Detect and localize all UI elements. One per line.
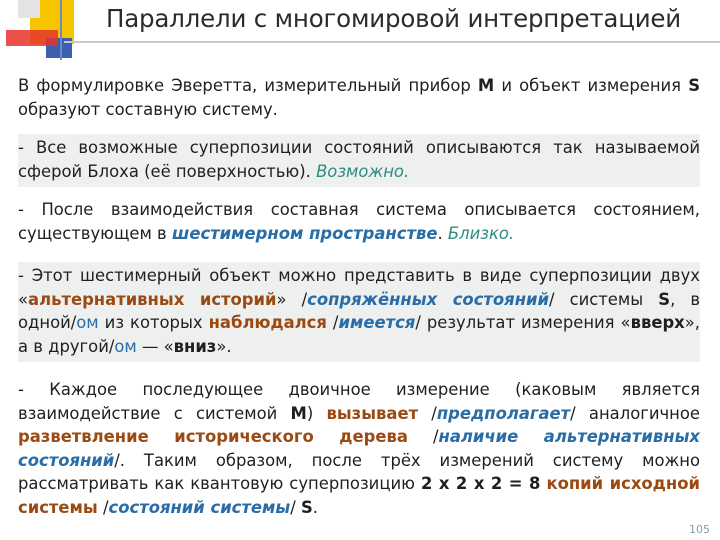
highlight-six-dim-space: шестимерном пространстве: [171, 223, 438, 243]
highlight-copies: копий исходной системы: [18, 474, 700, 517]
text: — «: [136, 336, 174, 356]
text: и объект измерения: [494, 76, 689, 95]
text: из которых: [98, 313, 209, 332]
text: ): [306, 403, 327, 423]
text: / системы: [548, 289, 659, 309]
text: - Этот шестимерный объект можно представить в виде суперпозиции двух «: [18, 266, 700, 309]
bold-S: S: [688, 76, 700, 95]
text: .: [312, 497, 318, 517]
page-number: 105: [689, 523, 710, 536]
bold-S: S: [658, 289, 671, 309]
highlight-alt-histories: альтернативных историй: [28, 289, 277, 309]
gray-block: [18, 0, 40, 18]
bold-formula: 2 x 2 x 2 = 8: [420, 474, 541, 493]
highlight-branching-tree: разветвление исторического дерева: [18, 427, 408, 446]
bold-S: S: [300, 497, 313, 517]
highlight-presupposes: предполагает: [436, 403, 571, 423]
highlight-observed: наблюдался: [208, 313, 327, 332]
paragraph-3: [18, 198, 700, 245]
text: / результат измерения «: [415, 313, 631, 332]
text: /: [290, 497, 301, 517]
text: - После взаимодействия составная система описывается состоянием, существующем в: [18, 200, 700, 243]
slide-title: Параллели с многомировой интерпретацией: [106, 4, 682, 33]
highlight-system-states: состояний системы: [108, 497, 291, 517]
text: /: [97, 497, 109, 517]
paragraph-5: [18, 378, 700, 519]
paragraph-2: [18, 134, 700, 187]
text: - Каждое последующее двоичное измерение (каковым является взаимодействие с системой: [18, 380, 700, 423]
highlight-alt-states: наличие альтернативных состояний: [18, 427, 701, 470]
highlight-causes: вызывает: [326, 403, 419, 423]
text: .: [437, 223, 448, 243]
red-block: [6, 30, 58, 46]
text: , в одной/: [18, 289, 700, 332]
text: » /: [276, 289, 308, 309]
suffix-om: ом: [114, 336, 137, 356]
text: », а в другой/: [18, 313, 700, 356]
bold-M: M: [477, 76, 495, 95]
highlight-exists: имеется: [338, 313, 416, 332]
text: В формулировке Эверетта, измерительный прибор: [18, 76, 478, 95]
text: /: [418, 403, 437, 423]
paragraph-1: [18, 74, 700, 121]
bold-up: вверх: [630, 313, 685, 332]
text: ».: [216, 336, 232, 356]
paragraph-4: [18, 262, 700, 362]
text: / аналогичное: [570, 403, 700, 423]
blue-vertical-line: [60, 0, 62, 60]
bold-M: M: [290, 403, 307, 423]
bold-down: вниз: [173, 336, 217, 356]
suffix-om: ом: [76, 313, 99, 332]
text: образуют составную систему.: [18, 99, 278, 119]
verdict-possible: Возможно.: [316, 161, 410, 181]
text: /: [326, 313, 339, 332]
text: /. Таким образом, после трёх измерений систему можно рассматривать как квантовую суперпозицию: [18, 450, 700, 493]
verdict-close: Близко.: [447, 223, 515, 243]
highlight-conjugate-states: сопряжённых состояний: [307, 289, 549, 309]
text: /: [407, 427, 439, 446]
text: - Все возможные суперпозиции состояний описываются так называемой сферой Блоха (её поверхностью).: [18, 138, 700, 181]
title-divider: [64, 41, 720, 43]
